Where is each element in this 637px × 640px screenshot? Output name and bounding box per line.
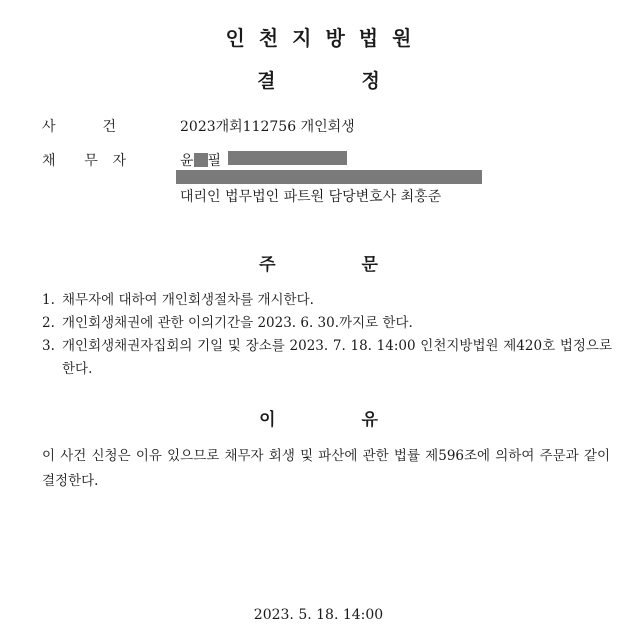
reason-heading: 이 유 xyxy=(259,410,378,430)
order-list xyxy=(42,289,612,381)
court-name: 인천지방법원 xyxy=(225,26,426,50)
reason-text: 이 사건 신청은 이유 있으므로 채무자 회생 및 파산에 관한 법률 제596조에 의하여 주문과 같이 결정한다. xyxy=(42,448,610,489)
debtor-label: 채 무 자 xyxy=(42,153,126,169)
list-item: 1. 채무자에 대하여 개인회생절차를 개시한다. xyxy=(42,292,314,308)
case-label: 사 건 xyxy=(42,119,116,135)
debtor-name: 윤 필 xyxy=(180,153,222,169)
redaction-block xyxy=(176,170,482,184)
agent-line: 대리인 법무법인 파트원 담당변호사 최홍준 xyxy=(180,189,442,205)
doc-type-char: 결 xyxy=(257,70,276,92)
redaction-block xyxy=(194,153,208,167)
doc-type-char: 정 xyxy=(361,70,380,92)
case-number: 2023개회112756 개인회생 xyxy=(180,119,355,135)
list-item: 3. 개인회생채권자집회의 기일 및 장소를 2023. 7. 18. 14:00 인천지방법원 제420호 법정으로 한다. xyxy=(42,338,612,377)
redaction-block xyxy=(228,151,347,165)
decision-date: 2023. 5. 18. 14:00 xyxy=(253,607,384,623)
list-item: 2. 개인회생채권에 관한 이의기간을 2023. 6. 30.까지로 한다. xyxy=(42,315,413,331)
order-heading: 주 문 xyxy=(259,255,378,275)
document-type xyxy=(0,66,637,93)
